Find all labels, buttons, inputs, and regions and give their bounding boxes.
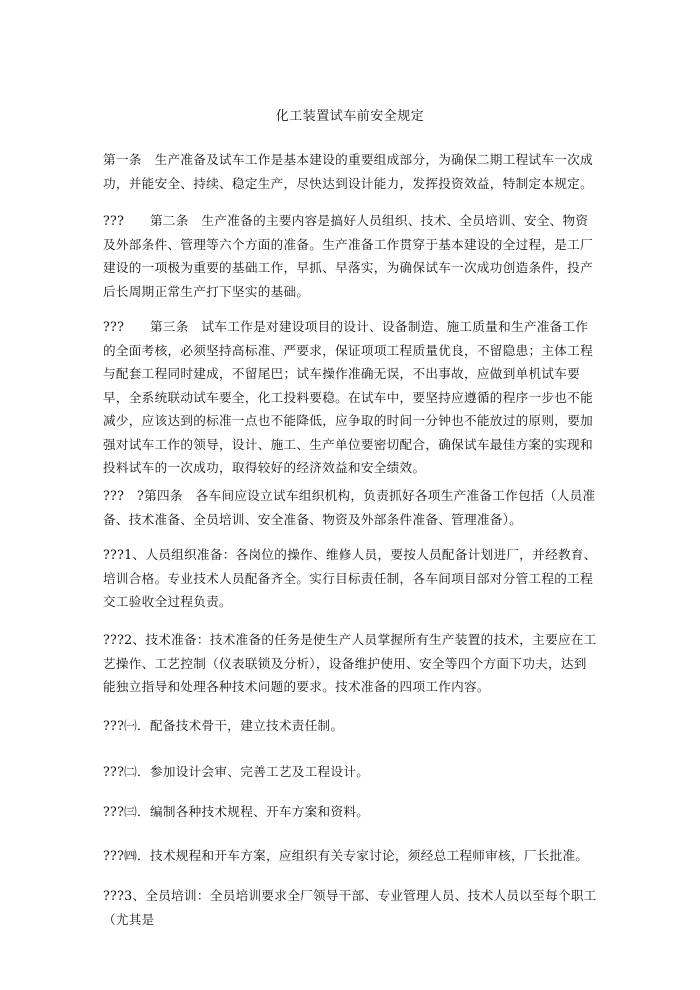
tech-item-2: ???㈡．参加设计会审、完善工艺及工程设计。	[103, 764, 370, 779]
personnel-preparation-paragraph: ???1、人员组织准备：各岗位的操作、维修人员，要按人员配备计划进厂，并经教育、培训合格。专业技术人员配备齐全。实行目标责任制，各车间项目部对分管工程的工程交工验收全过程负责。	[103, 547, 597, 609]
tech-item-4: ???㈣．技术规程和开车方案，应组织有关专家讨论，须经总工程师审核，厂长批准。	[103, 848, 589, 863]
article-4-paragraph: ??? ?第四条 各车间应设立试车组织机构，负责抓好各项生产准备工作包括（人员准备、技术准备、全员培训、安全准备、物资及外部条件准备、管理准备）。	[103, 488, 596, 527]
training-paragraph: ???3、全员培训：全员培训要求全厂领导干部、专业管理人员、技术人员以至每个职工（尤其是	[103, 888, 597, 927]
article-3-paragraph: ??? 第三条 试车工作是对建设项目的设计、设备制造、施工质量和生产准备工作的全面考核，必须坚持高标准、严要求，保证项项工程质量优良，不留隐患；主体工程与配套工程同时建成，不留尾巴；试车操作准确无误，不出事故，应做到单机试车要早，全系统联动试车要全，化工投料要稳。在试车中，要坚持应遵循的程序一步也不能减少，应该达到的标准一点也不能降低，应争取的时间一分钟也不能放过的原则，要加强对试车工作的领导，设计、施工、生产单位要密切配合，确保试车最佳方案的实现和投料试车的一次成功，取得较好的经济效益和安全绩效。	[103, 319, 593, 475]
article-1-paragraph: 第一条 生产准备及试车工作是基本建设的重要组成部分，为确保二期工程试车一次成功，并能安全、持续、稳定生产，尽快达到设计能力，发挥投资效益，特制定本规定。	[103, 152, 593, 191]
tech-item-1: ???㈠．配备技术骨干，建立技术责任制。	[103, 718, 344, 733]
article-2-paragraph: ??? 第二条 生产准备的主要内容是搞好人员组织、技术、全员培训、安全、物资及外部条件、管理等六个方面的准备。生产准备工作贯穿于基本建设的全过程，是工厂建设的一项极为重要的基础工作，早抓、早落实，为确保试车一次成功创造条件，投产后长周期正常生产打下坚实的基础。	[103, 213, 593, 299]
tech-item-3: ???㈢．编制各种技术规程、开车方案和资料。	[103, 804, 370, 819]
technical-preparation-paragraph: ???2、技术准备：技术准备的任务是使生产人员掌握所有生产装置的技术，主要应在工艺操作、工艺控制（仪表联锁及分析），设备维护使用、安全等四个方面下功夫，达到能独立指导和处理各种技术问题的要求。技术准备的四项工作内容。	[103, 632, 597, 694]
document-title: 化工装置试车前安全规定	[275, 109, 425, 124]
